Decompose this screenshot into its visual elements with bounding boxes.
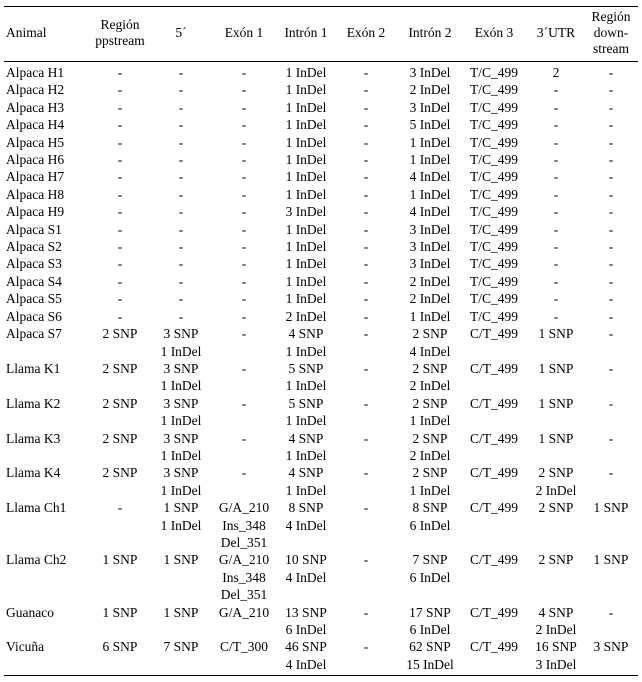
table-row: [4, 99, 638, 116]
cell-exon1: -: [241, 65, 247, 80]
cell-exon2: -: [363, 169, 369, 185]
cell-5prime: -: [178, 117, 184, 133]
cell-intron1: 4 SNP 1 InDel: [285, 326, 327, 359]
cell-animal: Alpaca H9: [6, 204, 65, 220]
cell-animal: Alpaca S1: [6, 221, 62, 237]
cell-region-upstream: -: [117, 82, 123, 98]
table-row: [4, 604, 638, 639]
cell-region-upstream: -: [117, 221, 123, 237]
cell-region-upstream: -: [117, 273, 123, 289]
cell-exon3: T/C_499: [469, 134, 518, 150]
cell-animal: Guanaco: [6, 604, 54, 620]
cell-intron2: 3 InDel: [409, 239, 451, 255]
cell-exon3: T/C_499: [469, 239, 518, 255]
cell-region-upstream: -: [117, 65, 123, 80]
cell-exon3: C/T_499: [469, 430, 518, 446]
cell-intron2: 2 SNP 2 InDel: [409, 430, 451, 463]
cell-5prime: 7 SNP: [154, 638, 208, 675]
cell-intron1: 1 InDel: [285, 152, 327, 168]
cell-animal: Llama Ch2: [6, 552, 67, 568]
cell-intron2: 1 InDel: [409, 308, 451, 324]
cell-exon2: -: [363, 239, 369, 255]
cell-exon2: -: [363, 395, 369, 411]
cell-region-upstream: 2 SNP: [102, 430, 138, 446]
cell-intron2: 4 InDel: [409, 204, 451, 220]
cell-intron1: 5 SNP 1 InDel: [285, 360, 327, 394]
cell-intron2: 8 SNP 6 InDel: [409, 500, 451, 533]
cell-region-downstream: -: [608, 221, 614, 237]
cell-animal: Vicuña: [4, 638, 86, 675]
cell-exon3: T/C_499: [469, 65, 518, 80]
cell-exon2: -: [363, 308, 369, 324]
table-row: [4, 238, 638, 255]
cell-intron2: 2 InDel: [409, 273, 451, 289]
cell-exon3: T/C_499: [469, 273, 518, 289]
cell-region-upstream: -: [117, 204, 123, 220]
table-row: [4, 255, 638, 272]
cell-exon2: -: [363, 186, 369, 202]
cell-exon3: C/T_499: [469, 465, 518, 481]
cell-exon3: C/T_499: [469, 552, 518, 568]
cell-5prime: 3 SNP 1 InDel: [160, 360, 202, 394]
cell-intron1: 8 SNP 4 InDel: [285, 500, 327, 533]
cell-exon3: C/T_499: [469, 360, 518, 376]
cell-exon1: -: [241, 134, 247, 150]
cell-region-upstream: -: [117, 134, 123, 150]
cell-region-upstream: 2 SNP: [102, 395, 138, 411]
header-animal: Animal: [4, 7, 86, 62]
cell-animal: Alpaca H1: [6, 65, 65, 80]
cell-region-downstream: -: [608, 465, 614, 481]
header-region-downstream: Región down-stream: [584, 7, 638, 62]
cell-animal: Alpaca S6: [6, 308, 62, 324]
cell-intron1: 10 SNP 4 InDel: [285, 552, 327, 585]
cell-5prime: -: [178, 308, 184, 324]
cell-exon3: C/T_499: [460, 638, 528, 675]
table-row: [4, 430, 638, 465]
cell-intron2: 2 InDel: [409, 291, 451, 307]
cell-5prime: 3 SNP 1 InDel: [160, 465, 202, 498]
cell-exon1: -: [241, 256, 247, 272]
cell-5prime: -: [178, 221, 184, 237]
cell-intron2: 3 InDel: [409, 65, 451, 80]
cell-exon2: -: [363, 134, 369, 150]
cell-exon2: -: [363, 291, 369, 307]
cell-animal: Llama Ch1: [6, 500, 67, 516]
header-exon1: Exón 1: [208, 7, 280, 62]
cell-exon3: C/T_499: [469, 500, 518, 516]
cell-animal: Llama K2: [6, 395, 61, 411]
table-row: [4, 499, 638, 551]
header-5prime: 5´: [154, 7, 208, 62]
cell-exon1: -: [241, 221, 247, 237]
cell-5prime: 1 SNP: [163, 604, 199, 620]
cell-5prime: 3 SNP 1 InDel: [160, 395, 202, 429]
cell-exon1: -: [241, 117, 247, 133]
cell-exon2: -: [363, 552, 369, 568]
cell-region-downstream: -: [608, 117, 614, 133]
table-row: [4, 186, 638, 203]
cell-intron2: 17 SNP 6 InDel: [409, 604, 451, 637]
cell-3utr: -: [553, 152, 559, 168]
cell-exon2: -: [363, 360, 369, 376]
cell-exon2: -: [363, 256, 369, 272]
cell-exon3: T/C_499: [469, 99, 518, 115]
cell-exon3: C/T_499: [469, 604, 518, 620]
cell-region-downstream: 1 SNP: [593, 500, 629, 516]
cell-3utr: 4 SNP 2 InDel: [535, 604, 577, 637]
cell-exon2: -: [363, 65, 369, 80]
cell-animal: Alpaca S2: [6, 239, 62, 255]
cell-region-upstream: -: [117, 239, 123, 255]
cell-3utr: 2 SNP: [538, 500, 574, 516]
cell-intron1: 1 InDel: [285, 134, 327, 150]
cell-intron1: 1 InDel: [285, 169, 327, 185]
cell-5prime: -: [178, 291, 184, 307]
cell-exon2: -: [363, 152, 369, 168]
table-row: [4, 273, 638, 290]
cell-animal: Llama K3: [6, 430, 61, 446]
cell-5prime: -: [178, 204, 184, 220]
cell-intron1: 5 SNP 1 InDel: [285, 395, 327, 429]
cell-3utr: -: [553, 239, 559, 255]
cell-intron1: 1 InDel: [285, 99, 327, 115]
table-row: [4, 168, 638, 185]
table-row: [4, 395, 638, 430]
table-row: [4, 203, 638, 220]
cell-region-downstream: 3 SNP: [584, 638, 638, 675]
cell-intron2: 5 InDel: [409, 117, 451, 133]
cell-5prime: -: [178, 152, 184, 168]
cell-animal: Llama K1: [6, 360, 61, 376]
cell-intron2: 2 SNP 1 InDel: [409, 395, 451, 429]
table-row: [4, 325, 638, 360]
cell-intron2: 2 SNP 1 InDel: [409, 465, 451, 498]
cell-5prime: 3 SNP 1 InDel: [160, 326, 202, 359]
cell-region-upstream: -: [117, 256, 123, 272]
cell-3utr: -: [553, 186, 559, 202]
cell-5prime: -: [178, 256, 184, 272]
header-exon3: Exón 3: [460, 7, 528, 62]
cell-intron1: 3 InDel: [285, 204, 327, 220]
cell-3utr: -: [553, 204, 559, 220]
header-intron1: Intrón 1: [280, 7, 332, 62]
cell-intron2: 62 SNP 15 InDel: [400, 638, 460, 675]
cell-3utr: -: [553, 169, 559, 185]
cell-region-downstream: -: [608, 65, 614, 80]
cell-region-downstream: -: [608, 430, 614, 446]
cell-intron2: 1 InDel: [409, 134, 451, 150]
cell-intron1: 2 InDel: [285, 308, 327, 324]
cell-exon1: -: [241, 430, 247, 446]
cell-5prime: 1 SNP 1 InDel: [160, 500, 202, 533]
cell-region-downstream: -: [608, 291, 614, 307]
cell-intron2: 3 InDel: [409, 99, 451, 115]
cell-3utr: -: [553, 99, 559, 115]
cell-region-downstream: -: [608, 604, 614, 620]
cell-3utr: -: [553, 221, 559, 237]
cell-exon2: -: [332, 638, 400, 675]
table-row: [4, 116, 638, 133]
cell-exon1: G/A_210: [218, 604, 270, 620]
cell-exon1: -: [241, 204, 247, 220]
cell-exon1: -: [241, 395, 247, 411]
cell-3utr: 2 SNP: [538, 552, 574, 568]
cell-exon3: C/T_499: [469, 395, 518, 411]
cell-3utr: 2: [552, 65, 560, 80]
cell-3utr: 1 SNP: [538, 326, 574, 342]
cell-intron2: 3 InDel: [409, 256, 451, 272]
cell-region-upstream: 1 SNP: [102, 604, 138, 620]
cell-exon2: -: [363, 99, 369, 115]
cell-intron2: 2 SNP 4 InDel: [409, 326, 451, 359]
cell-exon1: -: [241, 273, 247, 289]
cell-region-downstream: -: [608, 273, 614, 289]
table-row: [4, 290, 638, 307]
cell-animal: Llama K4: [6, 465, 61, 481]
table-row: [4, 360, 638, 395]
cell-3utr: 2 SNP 2 InDel: [535, 465, 577, 498]
cell-animal: Alpaca H4: [6, 117, 65, 133]
cell-5prime: 1 SNP: [163, 552, 199, 568]
header-3utr: 3´UTR: [528, 7, 584, 62]
cell-exon1: -: [241, 308, 247, 324]
cell-5prime: -: [178, 186, 184, 202]
cell-region-downstream: -: [608, 360, 614, 376]
cell-intron1: 1 InDel: [285, 256, 327, 272]
cell-exon2: -: [363, 430, 369, 446]
cell-exon1: -: [241, 169, 247, 185]
cell-region-downstream: -: [608, 395, 614, 411]
cell-exon2: -: [363, 604, 369, 620]
cell-animal: Alpaca H6: [6, 152, 65, 168]
cell-intron2: 3 InDel: [409, 221, 451, 237]
cell-animal: Alpaca H2: [6, 82, 65, 98]
cell-animal: Alpaca S4: [6, 273, 62, 289]
cell-region-downstream: -: [608, 204, 614, 220]
cell-exon1: -: [241, 239, 247, 255]
cell-region-downstream: -: [608, 82, 614, 98]
cell-exon3: T/C_499: [469, 221, 518, 237]
cell-region-downstream: 1 SNP: [593, 552, 629, 568]
cell-5prime: -: [178, 134, 184, 150]
cell-intron2: 1 InDel: [409, 152, 451, 168]
cell-exon1: -: [241, 360, 247, 376]
cell-exon3: T/C_499: [469, 82, 518, 98]
table-row: [4, 551, 638, 603]
cell-region-upstream: -: [117, 308, 123, 324]
cell-exon1: C/T_300: [208, 638, 280, 675]
cell-animal: Alpaca S5: [6, 291, 62, 307]
cell-intron1: 1 InDel: [285, 186, 327, 202]
cell-region-upstream: 6 SNP: [86, 638, 154, 675]
cell-exon1: G/A_210 Ins_348 Del_351: [218, 500, 270, 550]
cell-intron2: 1 InDel: [409, 186, 451, 202]
cell-region-downstream: -: [608, 239, 614, 255]
table-row: [4, 62, 638, 82]
cell-exon1: -: [241, 186, 247, 202]
cell-3utr: -: [553, 291, 559, 307]
cell-region-upstream: -: [117, 186, 123, 202]
cell-intron1: 1 InDel: [285, 221, 327, 237]
cell-exon1: -: [241, 291, 247, 307]
cell-3utr: 16 SNP 3 InDel: [528, 638, 584, 675]
cell-3utr: 1 SNP: [538, 360, 574, 376]
header-row: [4, 7, 638, 62]
cell-exon1: -: [241, 465, 247, 481]
cell-5prime: 3 SNP 1 InDel: [160, 430, 202, 463]
header-intron2: Intrón 2: [400, 7, 460, 62]
cell-region-upstream: -: [117, 500, 123, 516]
cell-exon3: T/C_499: [469, 152, 518, 168]
cell-intron2: 4 InDel: [409, 169, 451, 185]
cell-exon2: -: [363, 465, 369, 481]
cell-exon3: T/C_499: [469, 256, 518, 272]
cell-region-downstream: -: [608, 326, 614, 342]
cell-region-downstream: -: [608, 308, 614, 324]
cell-exon2: -: [363, 273, 369, 289]
cell-exon2: -: [363, 117, 369, 133]
cell-3utr: 1 SNP: [538, 430, 574, 446]
cell-exon3: T/C_499: [469, 204, 518, 220]
cell-exon1: -: [241, 152, 247, 168]
cell-5prime: -: [178, 82, 184, 98]
table-row: [4, 81, 638, 98]
cell-5prime: -: [178, 169, 184, 185]
cell-intron1: 46 SNP 4 InDel: [280, 638, 332, 675]
cell-exon2: -: [363, 500, 369, 516]
cell-intron1: 4 SNP 1 InDel: [285, 430, 327, 463]
cell-animal: Alpaca H8: [6, 186, 65, 202]
header-exon2: Exón 2: [332, 7, 400, 62]
cell-region-upstream: 2 SNP: [102, 465, 138, 481]
cell-region-upstream: -: [117, 117, 123, 133]
cell-5prime: -: [178, 273, 184, 289]
cell-animal: Alpaca H7: [6, 169, 65, 185]
cell-animal: Alpaca S3: [6, 256, 62, 272]
cell-region-upstream: -: [117, 291, 123, 307]
cell-region-upstream: 1 SNP: [102, 552, 138, 568]
cell-intron2: 7 SNP 6 InDel: [409, 552, 451, 585]
cell-5prime: -: [178, 239, 184, 255]
cell-exon3: T/C_499: [469, 186, 518, 202]
cell-region-upstream: -: [117, 169, 123, 185]
cell-5prime: -: [178, 99, 184, 115]
cell-region-upstream: -: [117, 152, 123, 168]
variant-table: [4, 6, 638, 676]
table-body: [4, 62, 638, 676]
table-row: [4, 308, 638, 325]
cell-region-downstream: -: [608, 186, 614, 202]
cell-region-downstream: -: [608, 99, 614, 115]
cell-3utr: -: [553, 308, 559, 324]
cell-intron1: 1 InDel: [285, 273, 327, 289]
cell-region-downstream: -: [608, 169, 614, 185]
cell-3utr: 1 SNP: [538, 395, 574, 411]
cell-exon2: -: [363, 326, 369, 342]
cell-3utr: -: [553, 117, 559, 133]
cell-region-upstream: -: [117, 99, 123, 115]
cell-3utr: -: [553, 82, 559, 98]
cell-exon1: -: [241, 99, 247, 115]
cell-region-downstream: -: [608, 152, 614, 168]
cell-intron1: 4 SNP 1 InDel: [285, 465, 327, 498]
cell-exon3: T/C_499: [469, 169, 518, 185]
cell-exon1: -: [241, 326, 247, 342]
cell-exon2: -: [363, 221, 369, 237]
cell-5prime: -: [178, 65, 184, 80]
cell-3utr: -: [553, 273, 559, 289]
cell-intron1: 1 InDel: [285, 82, 327, 98]
table-row: [4, 134, 638, 151]
cell-animal: Alpaca S7: [6, 326, 62, 342]
cell-region-upstream: 2 SNP: [102, 360, 138, 376]
table-row: [4, 151, 638, 168]
cell-intron2: 2 InDel: [409, 82, 451, 98]
cell-animal: Alpaca H5: [6, 134, 65, 150]
cell-exon3: T/C_499: [469, 291, 518, 307]
table-row: [4, 638, 638, 675]
table-row: [4, 221, 638, 238]
cell-exon3: C/T_499: [469, 326, 518, 342]
cell-animal: Alpaca H3: [6, 99, 65, 115]
cell-exon2: -: [363, 204, 369, 220]
table-row: [4, 464, 638, 499]
cell-region-downstream: -: [608, 256, 614, 272]
table-wrapper: [4, 6, 638, 676]
cell-intron1: 1 InDel: [285, 291, 327, 307]
cell-3utr: -: [553, 256, 559, 272]
header-region-upstream: Región ppstream: [86, 7, 154, 62]
cell-exon1: -: [241, 82, 247, 98]
cell-intron1: 1 InDel: [285, 117, 327, 133]
cell-intron1: 1 InDel: [285, 239, 327, 255]
cell-intron2: 2 SNP 2 InDel: [409, 360, 451, 394]
cell-exon3: T/C_499: [469, 117, 518, 133]
cell-exon1: G/A_210 Ins_348 Del_351: [218, 552, 270, 603]
cell-exon2: -: [363, 82, 369, 98]
cell-exon3: T/C_499: [469, 308, 518, 324]
cell-region-upstream: 2 SNP: [102, 326, 138, 342]
cell-region-downstream: -: [608, 134, 614, 150]
cell-3utr: -: [553, 134, 559, 150]
cell-intron1: 1 InDel: [285, 65, 327, 80]
cell-intron1: 13 SNP 6 InDel: [285, 604, 327, 637]
